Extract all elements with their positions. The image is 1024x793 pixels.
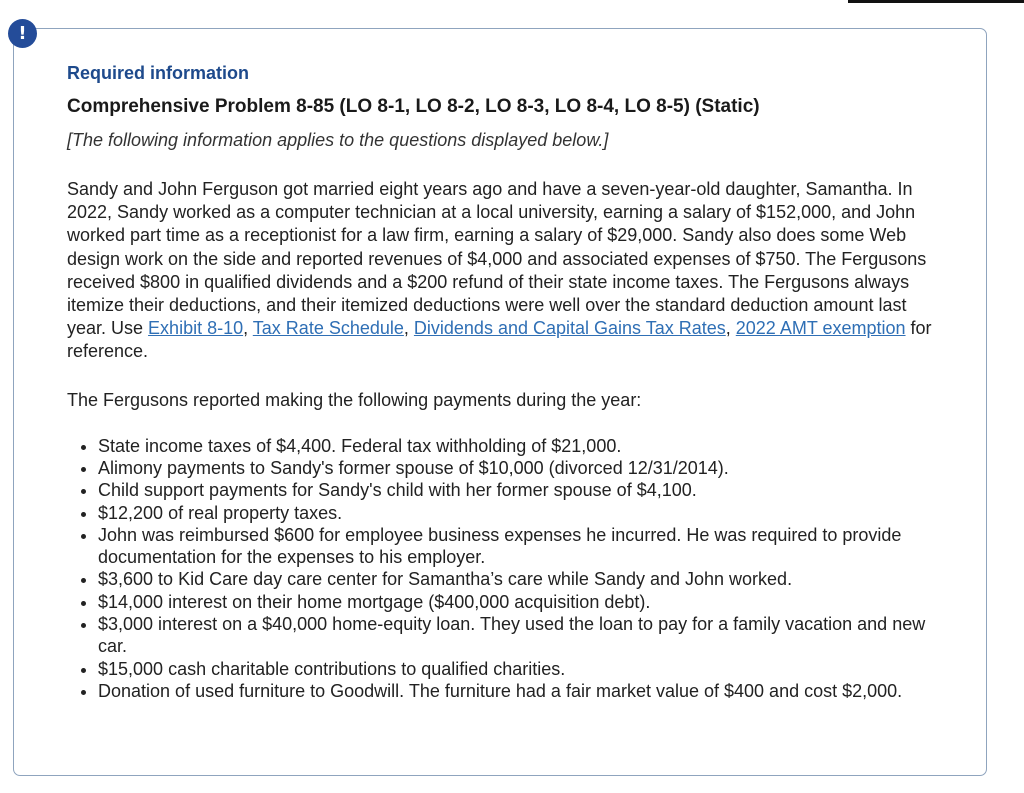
payments-intro: The Fergusons reported making the following payments during the year: bbox=[67, 389, 642, 410]
problem-subtitle: [The following information applies to the questions displayed below.] bbox=[67, 130, 609, 150]
list-item: • $3,600 to Kid Care day care center for Samantha’s care while Sandy and John worked. bbox=[98, 568, 937, 590]
exhibit-8-10-link[interactable]: Exhibit 8-10 bbox=[148, 318, 244, 339]
payments-list bbox=[67, 435, 937, 703]
list-item: • $3,000 interest on a $40,000 home-equity loan. They used the loan to pay for a family vacation and new car. bbox=[98, 613, 937, 658]
list-item: • Child support payments for Sandy's child with her former spouse of $4,100. bbox=[98, 479, 937, 501]
separator: , bbox=[243, 318, 253, 339]
list-item: • Donation of used furniture to Goodwill. The furniture had a fair market value of $400 and cost $2,000. bbox=[98, 680, 937, 702]
description-text: Sandy and John Ferguson got married eight years ago and have a seven-year-old daughter, Samantha. In 2022, Sandy worked as a computer technician at a local university, earning a salary of $152,000, and John worked part time as a receptionist for a law firm, earning a salary of $29,000. Sandy also does some Web design work on the side and reported revenues of $4,000 and associated expenses of $750. The Fergusons received $800 in qualified dividends and a $200 refund of their state income taxes. The Fergusons always itemize their deductions, and their itemized deductions were well over the standard deduction amount last year. Use bbox=[67, 179, 927, 339]
required-info-card bbox=[13, 28, 987, 776]
separator: , bbox=[403, 318, 414, 339]
dividends-capital-gains-link[interactable]: Dividends and Capital Gains Tax Rates bbox=[413, 318, 726, 339]
problem-description bbox=[67, 178, 937, 364]
required-information-label: Required information bbox=[67, 63, 250, 83]
description-end: for reference. bbox=[67, 318, 932, 362]
amt-exemption-link[interactable]: 2022 AMT exemption bbox=[735, 318, 906, 339]
list-item: • $15,000 cash charitable contributions to qualified charities. bbox=[98, 658, 937, 680]
tax-rate-schedule-link[interactable]: Tax Rate Schedule bbox=[252, 318, 404, 339]
top-edge-bar bbox=[848, 0, 1024, 3]
list-item: • Alimony payments to Sandy's former spouse of $10,000 (divorced 12/31/2014). bbox=[98, 457, 937, 479]
list-item: • John was reimbursed $600 for employee business expenses he incurred. He was required to provide documentation for the expenses to his employer. bbox=[98, 524, 937, 569]
list-item: • $12,200 of real property taxes. bbox=[98, 502, 937, 524]
separator: , bbox=[725, 318, 736, 339]
card-content bbox=[67, 62, 937, 702]
list-item: • $14,000 interest on their home mortgage ($400,000 acquisition debt). bbox=[98, 591, 937, 613]
list-item: • State income taxes of $4,400. Federal tax withholding of $21,000. bbox=[98, 435, 937, 457]
alert-icon: ! bbox=[8, 19, 37, 48]
problem-title: Comprehensive Problem 8-85 (LO 8-1, LO 8-2, LO 8-3, LO 8-4, LO 8-5) (Static) bbox=[67, 96, 760, 117]
